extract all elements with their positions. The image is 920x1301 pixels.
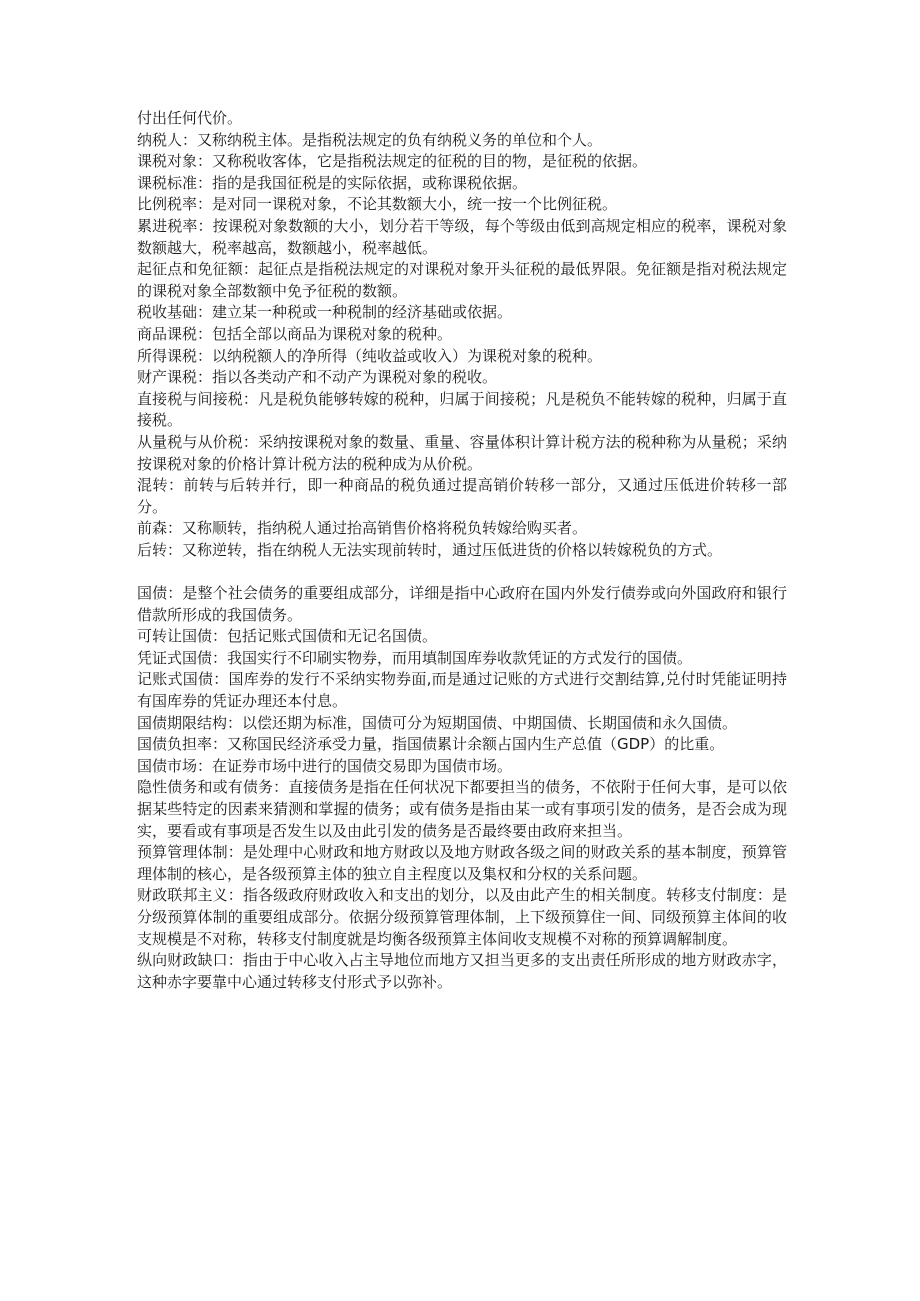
- definition-vertical-fiscal-gap: 纵向财政缺口：指由于中心收入占主导地位而地方又担当更多的支出责任所形成的地方财政赤字，这种赤字要靠中心通过转移支付形式予以弥补。: [137, 951, 787, 991]
- definition-mixed-shifting: 混转：前转与后转并行，即一种商品的税负通过提高销价转移一部分，又通过压低进价转移一部分。: [137, 476, 787, 516]
- definition-debt-burden-ratio: 国债负担率：又称国民经济承受力量，指国债累计余额占国内生产总值（GDP）的比重。: [137, 735, 725, 754]
- definition-certificate-bond: 凭证式国债：我国实行不印刷实物券，而用填制国库券收款凭证的方式发行的国债。: [137, 648, 693, 667]
- definition-fiscal-federalism: 财政联邦主义：指各级政府财政收入和支出的划分，以及由此产生的相关制度。转移支付制度：是分级预算体制的重要组成部分。依据分级预算管理体制，上下级预算住一间、同级预算主体间的收支规模是不对称，转移支付制度就是均衡各级预算主体间收支规模不对称的预算调解制度。: [137, 886, 787, 948]
- definition-forward-shifting: 前森：又称顺转，指纳税人通过抬高销售价格将税负转嫁给购买者。: [137, 519, 588, 538]
- definition-book-entry-bond: 记账式国债：国库券的发行不采纳实物券面,而是通过记账的方式进行交割结算,兑付时凭能证明持有国库券的凭证办理还本付息。: [137, 670, 787, 711]
- definition-tax-object: 课税对象：又称税收客体，它是指税法规定的征税的目的物，是征税的依据。: [137, 152, 648, 171]
- definition-national-debt: 国债：是整个社会债务的重要组成部分，详细是指中心政府在国内外发行债券或向外国政府和银行借款所形成的我国债务。: [137, 584, 787, 624]
- definition-tax-base: 税收基础：建立某一种税或一种税制的经济基础或依据。: [137, 303, 513, 322]
- definition-progressive-rate: 累进税率：按课税对象数额的大小，划分若干等级，每个等级由低到高规定相应的税率，课税对象数额越大，税率越高，数额越小，税率越低。: [137, 216, 787, 257]
- definition-transferable-bond: 可转让国债：包括记账式国债和无记名国债。: [137, 627, 438, 646]
- definition-proportional-rate: 比例税率：是对同一课税对象，不论其数额大小，统一按一个比例征税。: [137, 195, 618, 214]
- paragraph-continuation: 付出任何代价。: [137, 109, 243, 127]
- definition-direct-indirect-tax: 直接税与间接税：凡是税负能够转嫁的税种，归属于间接税；凡是税负不能转嫁的税种，归属于直接税。: [137, 389, 787, 430]
- definition-tax-standard: 课税标准：指的是我国征税是的实际依据，或称课税依据。: [137, 173, 528, 192]
- definition-threshold-exemption: 起征点和免征额：起征点是指税法规定的对课税对象开头征税的最低界限。免征额是指对税法规定的课税对象全部数额中免予征税的数额。: [137, 260, 787, 300]
- definition-budget-management-system: 预算管理体制：是处理中心财政和地方财政以及地方财政各级之间的财政关系的基本制度，预算管理体制的核心，是各级预算主体的独立自主程度以及集权和分权的关系问题。: [137, 843, 787, 883]
- definition-backward-shifting: 后转：又称逆转，指在纳税人无法实现前转时，通过压低进货的价格以转嫁税负的方式。: [137, 540, 723, 559]
- definition-specific-ad-valorem-tax: 从量税与从价税：采纳按课税对象的数量、重量、容量体积计算计税方法的税种称为从量税；采纳按课税对象的价格计算计税方法的税种成为从价税。: [137, 432, 787, 473]
- definition-commodity-tax: 商品课税：包括全部以商品为课税对象的税种。: [137, 324, 453, 343]
- definition-implicit-contingent-debt: 隐性债务和或有债务：直接债务是指在任何状况下都要担当的债务，不依附于任何大事，是可以依据某些特定的因素来猜测和掌握的债务；或有债务是指由某一或有事项引发的债务，是否会成为现实，要看或有事项是否发生以及由此引发的债务是否最终要由政府来担当。: [137, 778, 787, 840]
- definition-property-tax: 财产课税：指以各类动产和不动产为课税对象的税收。: [137, 368, 498, 387]
- definition-debt-maturity-structure: 国债期限结构：以偿还期为标准，国债可分为短期国债、中期国债、长期国债和永久国债。: [137, 713, 738, 732]
- definition-income-tax: 所得课税：以纳税额人的净所得（纯收益或收入）为课税对象的税种。: [137, 346, 603, 365]
- definition-taxpayer: 纳税人：又称纳税主体。是指税法规定的负有纳税义务的单位和个人。: [137, 130, 603, 149]
- section-gap: [137, 561, 787, 583]
- document-page: [137, 108, 787, 993]
- definition-bond-market: 国债市场：在证券市场中进行的国债交易即为国债市场。: [137, 756, 513, 775]
